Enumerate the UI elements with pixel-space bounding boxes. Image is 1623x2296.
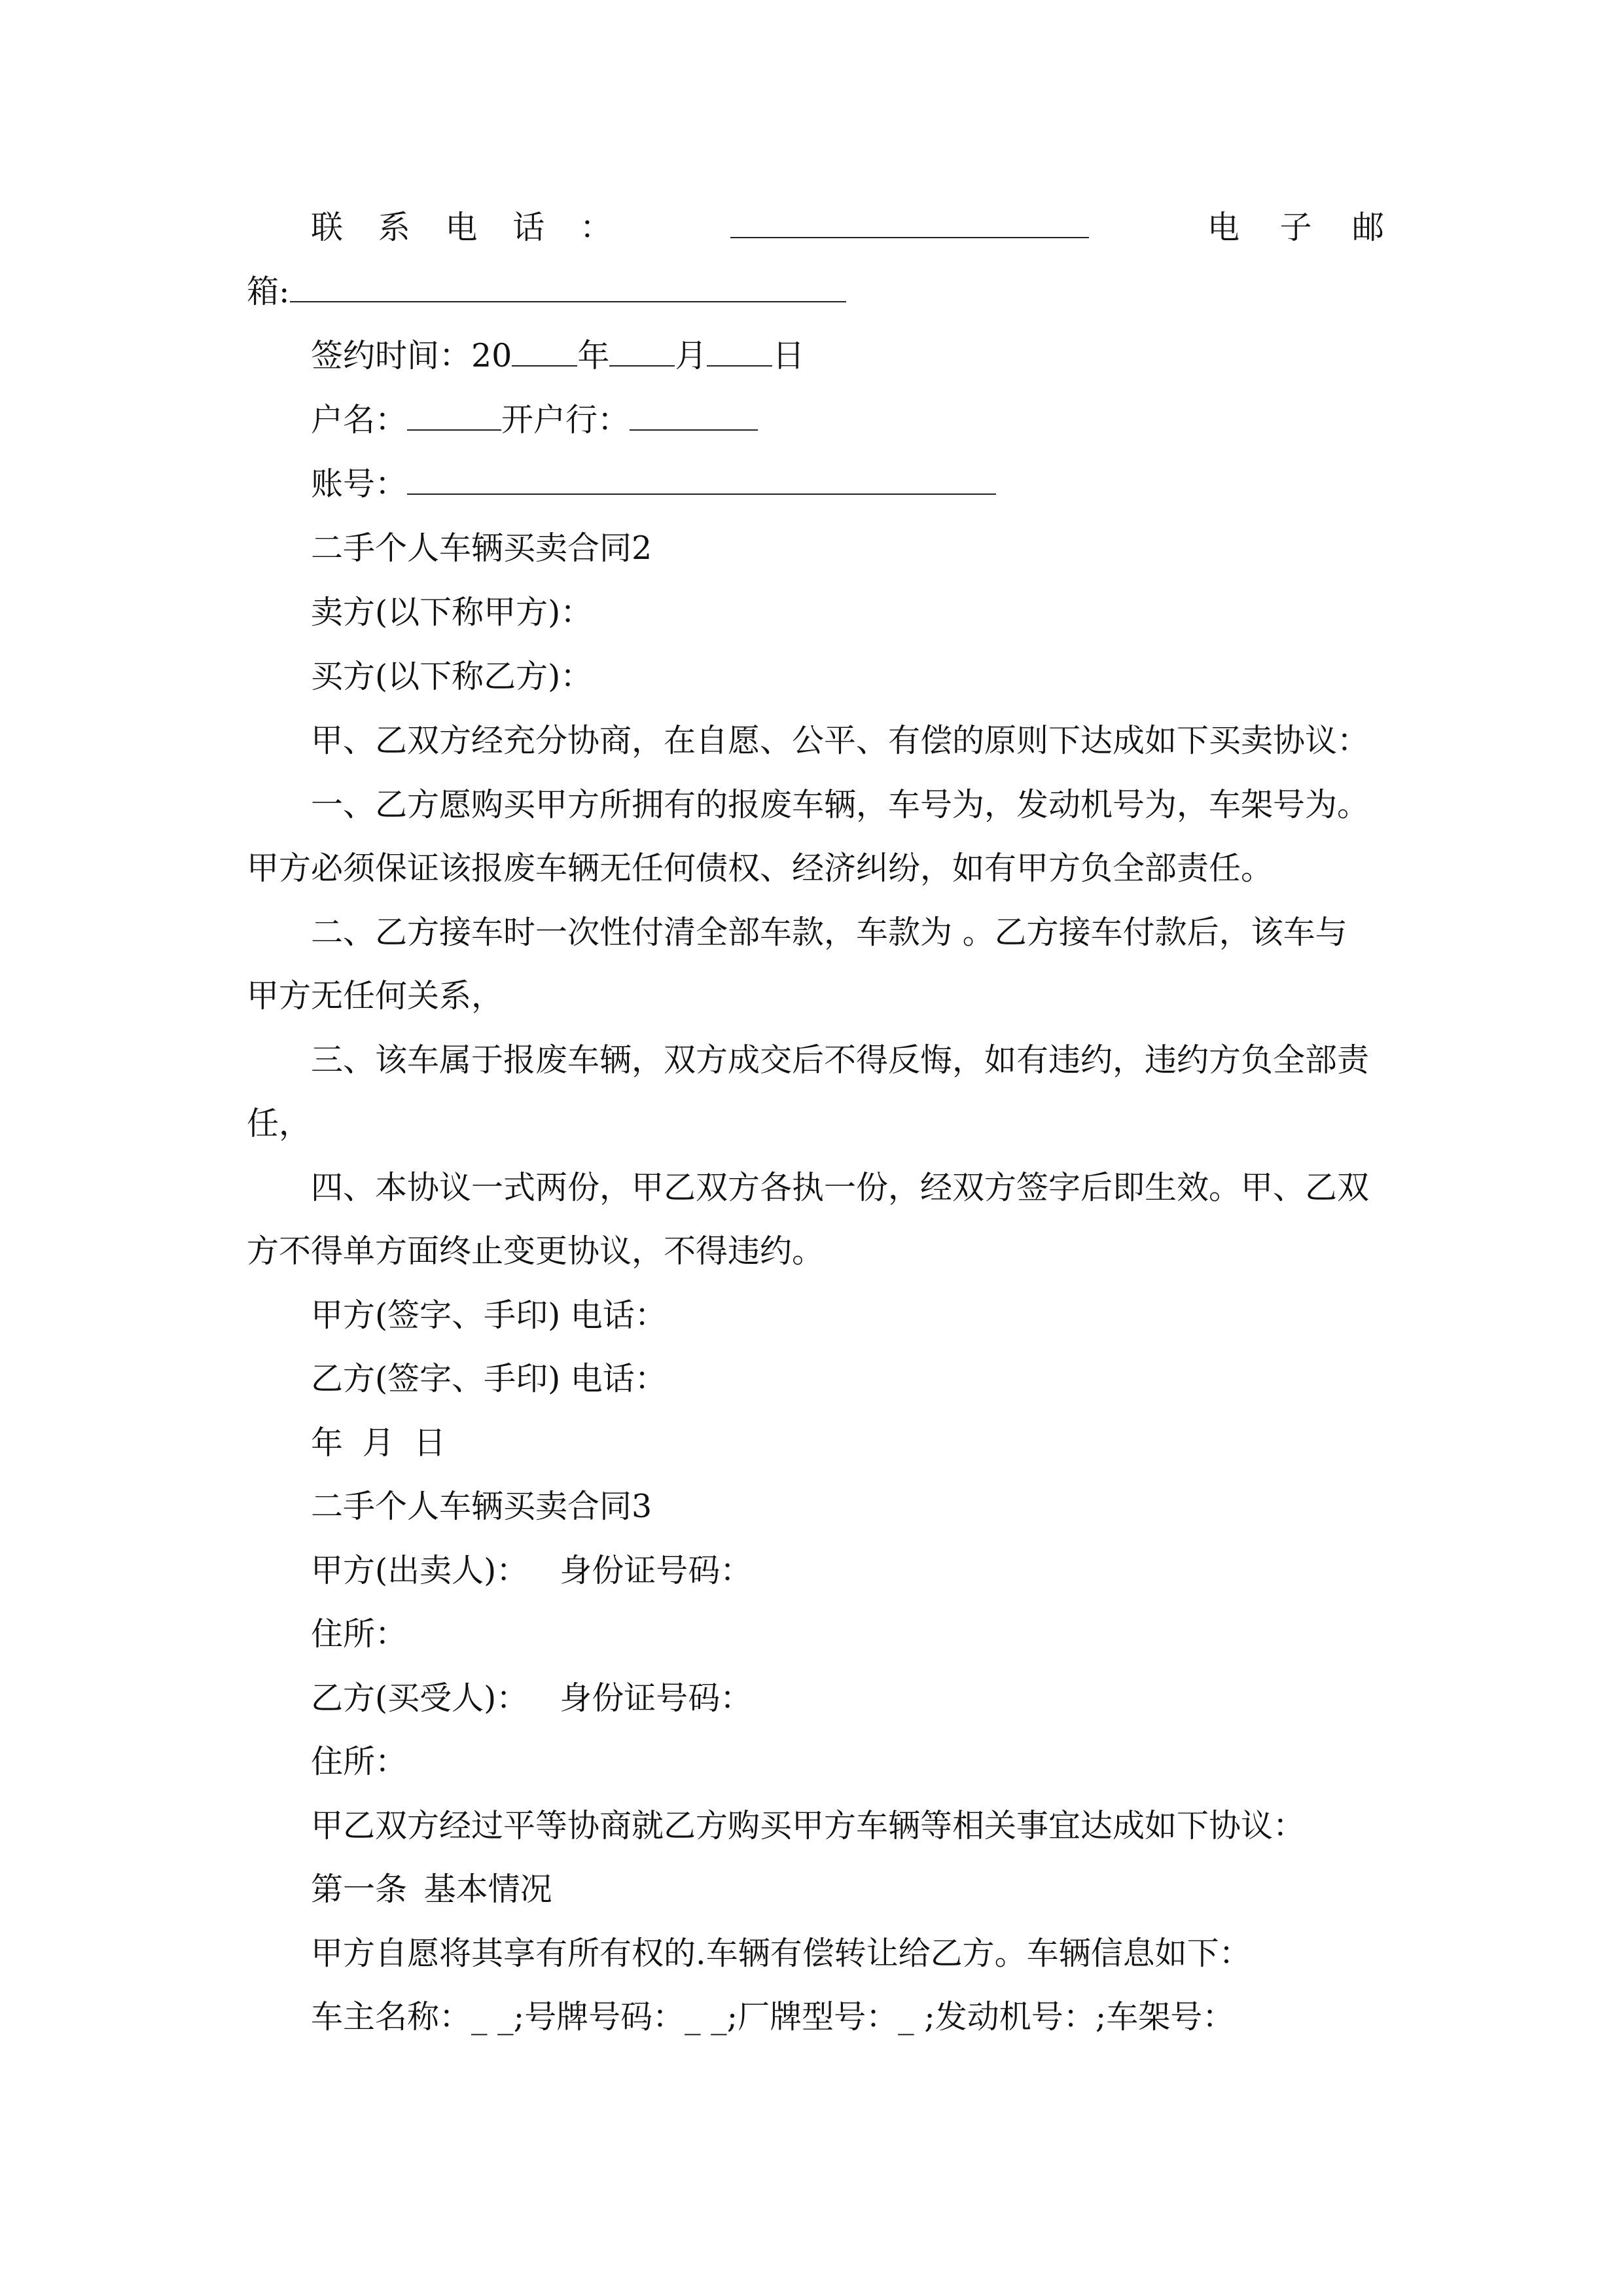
contact-line	[311, 207, 1384, 249]
clause3-line1: 三、该车属于报废车辆，双方成交后不得反悔，如有违约，违约方负全部责	[311, 1041, 1370, 1079]
account-name-blank[interactable]	[407, 401, 501, 431]
contract3-intro: 甲乙双方经过平等协商就乙方购买甲方车辆等相关事宜达成如下协议：	[311, 1807, 1306, 1844]
email-blank[interactable]	[290, 272, 846, 302]
account-number-line	[311, 463, 1384, 505]
account-number-blank[interactable]	[407, 465, 996, 495]
month-label: 月	[675, 337, 707, 374]
clause2-line2: 甲方无任何关系，	[247, 977, 504, 1014]
party-b-address: 住所：	[311, 1743, 408, 1780]
year-blank[interactable]	[512, 336, 577, 367]
label-char: ：	[579, 209, 612, 246]
contact-row	[311, 207, 1384, 249]
sign-date-line	[311, 335, 1384, 377]
buyer-line: 买方(以下称乙方)：	[311, 658, 593, 695]
label-char: 电	[445, 209, 478, 246]
party-b-line	[311, 1677, 1384, 1719]
account-number-label: 账号：	[311, 465, 408, 503]
seller-line: 卖方(以下称甲方)：	[311, 594, 593, 631]
contract2-intro: 甲、乙双方经充分协商，在自愿、公平、有偿的原则下达成如下买卖协议：	[311, 722, 1370, 759]
clause1-line2: 甲方必须保证该报废车辆无任何债权、经济纠纷，如有甲方负全部责任。	[247, 850, 1274, 887]
contract2-date: 年 月 日	[311, 1424, 446, 1462]
label-char: 联	[311, 209, 344, 246]
account-name-label: 户名：	[311, 401, 408, 439]
party-b-label: 乙方(买受人)：	[311, 1679, 529, 1717]
sign-date-label: 签约时间：20	[311, 337, 512, 374]
clause1-line1: 一、乙方愿购买甲方所拥有的报废车辆，车号为，发动机号为，车架号为。	[311, 786, 1370, 823]
party-a-line	[311, 1550, 1384, 1592]
clause3-line2: 任，	[247, 1105, 312, 1142]
contract3-title: 二手个人车辆买卖合同3	[311, 1488, 652, 1525]
article1-heading: 第一条 基本情况	[311, 1871, 552, 1908]
party-b-id-label: 身份证号码：	[560, 1679, 753, 1717]
party-a-id-label: 身份证号码：	[560, 1552, 753, 1589]
party-a-label: 甲方(出卖人)：	[311, 1552, 529, 1589]
month-blank[interactable]	[609, 336, 675, 367]
label-char: 话	[512, 209, 545, 246]
party-a-signature: 甲方(签字、手印) 电话：	[311, 1297, 667, 1334]
label-char: 邮	[1351, 209, 1384, 246]
vehicle-info-line: 车主名称：_ _;号牌号码：_ _;厂牌型号：_ ;发动机号：;车架号：	[311, 1998, 1235, 2036]
phone-label	[311, 207, 612, 249]
clause4-line2: 方不得单方面终止变更协议，不得违约。	[247, 1232, 825, 1270]
email-label-cont: 箱:	[247, 273, 290, 310]
label-char: 子	[1279, 209, 1312, 246]
article1-text: 甲方自愿将其享有所有权的.车辆有偿转让给乙方。车辆信息如下：	[311, 1935, 1251, 1972]
phone-blank[interactable]	[730, 208, 1089, 238]
bank-blank[interactable]	[630, 401, 758, 431]
label-char: 电	[1207, 209, 1240, 246]
account-name-line	[311, 399, 1384, 441]
year-label: 年	[577, 337, 610, 374]
bank-label: 开户行：	[501, 401, 630, 439]
day-label: 日	[772, 337, 805, 374]
label-char: 系	[378, 209, 410, 246]
email-line	[247, 271, 1385, 313]
email-label	[1207, 207, 1384, 249]
contract2-title: 二手个人车辆买卖合同2	[311, 529, 652, 567]
clause4-line1: 四、本协议一式两份，甲乙双方各执一份，经双方签字后即生效。甲、乙双	[311, 1169, 1370, 1206]
party-b-signature: 乙方(签字、手印) 电话：	[311, 1360, 667, 1397]
clause2-line1: 二、乙方接车时一次性付清全部车款，车款为 。乙方接车付款后，该车与	[311, 914, 1347, 951]
party-a-address: 住所：	[311, 1615, 408, 1653]
day-blank[interactable]	[707, 336, 772, 367]
